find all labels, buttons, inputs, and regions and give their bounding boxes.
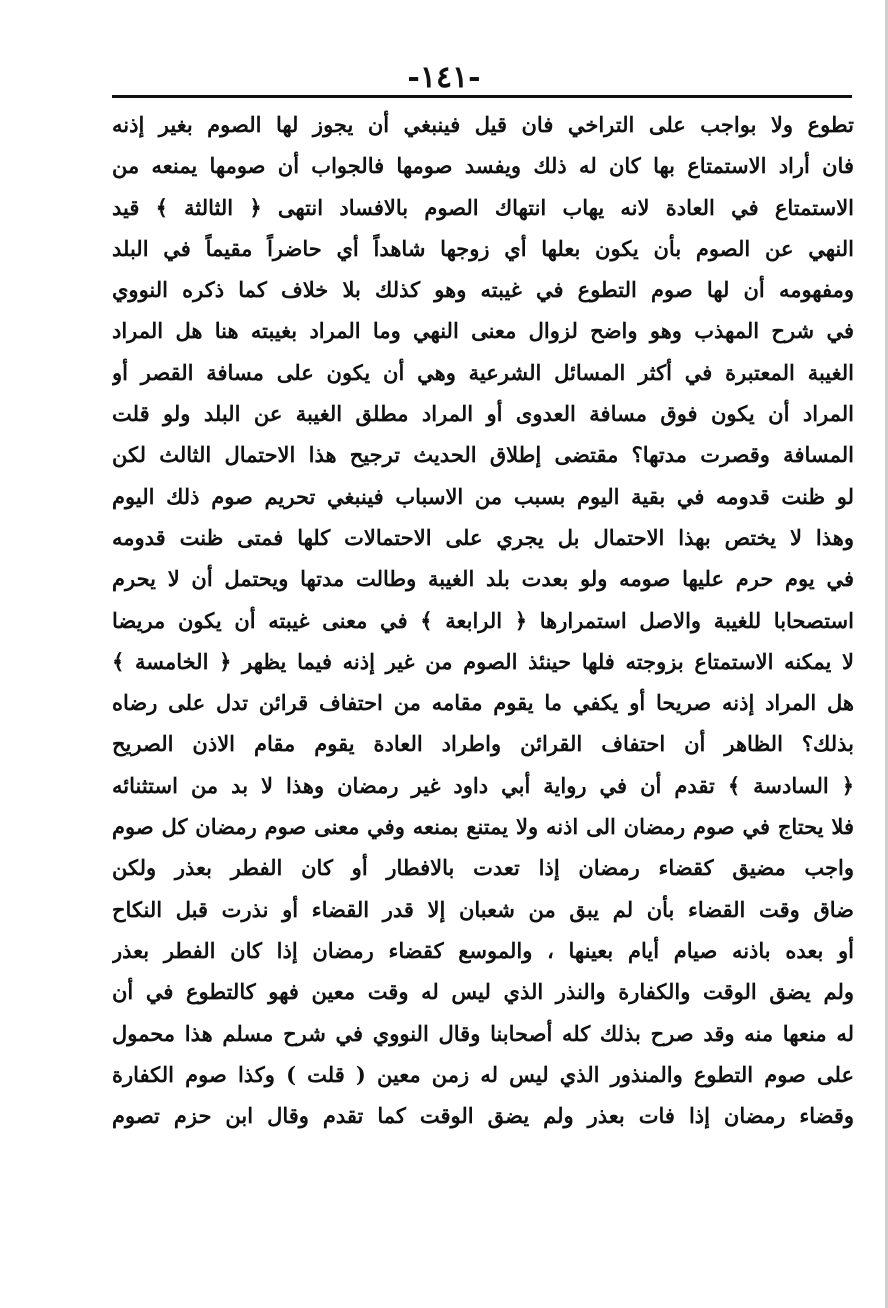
text-line: النهي عن الصوم بأن يكون بعلها أي زوجها شاهداً أي حاضراً مقيماً في البلد xyxy=(112,235,854,261)
text-line: ومفهومه أن لها صوم التطوع في غيبته وهو كذلك بلا خلاف كما ذكره النووي xyxy=(112,277,854,303)
text-line: في يوم حرم عليها صومه ولو بعدت بلد الغيبة وطالت مدتها ويحتمل أن لا يحرم xyxy=(112,566,854,592)
text-line: على صوم التطوع والمنذور الذي ليس له زمن معين ( قلت ) وكذا صوم الكفارة xyxy=(112,1061,854,1087)
text-line: في شرح المهذب وهو واضح لزوال معنى النهي وما المراد بغيبته هنا هل المراد xyxy=(112,318,854,344)
text-line: واجب مضيق كقضاء رمضان إذا تعدت بالافطار أو كان الفطر بعذر ولكن xyxy=(112,855,854,881)
text-line: الاستمتاع في العادة لانه يهاب انتهاك الصوم بالافساد انتهى ﴿ الثالثة ﴾ قيد xyxy=(112,194,854,220)
text-line: هل المراد إذنه صريحا أو يكفي ما يقوم مقامه من احتفاف قرائن تدل على رضاه xyxy=(112,690,854,716)
text-line: له منعها منه وقد صرح بذلك كله أصحابنا وقال النووي في شرح مسلم هذا محمول xyxy=(112,1020,854,1046)
header-rule xyxy=(112,95,852,98)
page-number: -١٤١- xyxy=(407,60,481,95)
text-line: المراد أن يكون فوق مسافة العدوى أو المراد مطلق الغيبة عن البلد ولو قلت xyxy=(112,401,854,427)
text-line: فلا يحتاج في صوم رمضان الى اذنه ولا يمتنع بمنعه وفي معنى صوم رمضان كل صوم xyxy=(112,814,854,840)
text-line: بذلك؟ الظاهر أن احتفاف القرائن واطراد العادة يقوم مقام الاذن الصريح xyxy=(112,731,854,757)
text-line: تطوع ولا بواجب على التراخي فان قيل فينبغي أن يجوز لها الصوم بغير إذنه xyxy=(112,112,854,137)
text-line: ﴿ السادسة ﴾ تقدم أن في رواية أبي داود غير رمضان وهذا لا بد من استثنائه xyxy=(112,772,854,798)
text-line: المسافة وقصرت مدتها؟ مقتضى إطلاق الحديث ترجيح هذا الاحتمال الثالث لكن xyxy=(112,442,854,468)
text-line: لا يمكنه الاستمتاع بزوجته فلها حينئذ الصوم من غير إذنه فيما يظهر ﴿ الخامسة ﴾ xyxy=(112,648,854,674)
text-line: الغيبة المعتبرة في أكثر المسائل الشرعية وهي أن يكون على مسافة القصر أو xyxy=(112,359,854,385)
body-text xyxy=(112,104,854,1136)
text-line: ضاق وقت القضاء بأن لم يبق من شعبان إلا قدر القضاء أو نذرت قبل النكاح xyxy=(112,896,854,922)
text-line: استصحابا للغيبة والاصل استمرارها ﴿ الرابعة ﴾ في معنى غيبته أن يكون مريضا xyxy=(112,607,854,633)
text-line: لو ظنت قدومه في بقية اليوم بسبب من الاسباب فينبغي تحريم صوم ذلك اليوم xyxy=(112,483,854,509)
text-line: أو بعده باذنه صيام أيام بعينها ، والموسع كقضاء رمضان إذا كان الفطر بعذر xyxy=(112,937,854,963)
text-line: وقضاء رمضان إذا فات بعذر ولم يضق الوقت كما تقدم وقال ابن حزم تصوم xyxy=(112,1103,854,1129)
text-line: ولم يضق الوقت والكفارة والنذر الذي ليس له وقت معين فهو كالتطوع في أن xyxy=(112,979,854,1005)
text-line: فان أراد الاستمتاع بها كان له ذلك ويفسد صومها فالجواب أن صومها يمنعه من xyxy=(112,153,854,179)
text-line: وهذا لا يختص بهذا الاحتمال بل يجري على الاحتمالات كلها فمتى ظنت قدومه xyxy=(112,524,854,550)
